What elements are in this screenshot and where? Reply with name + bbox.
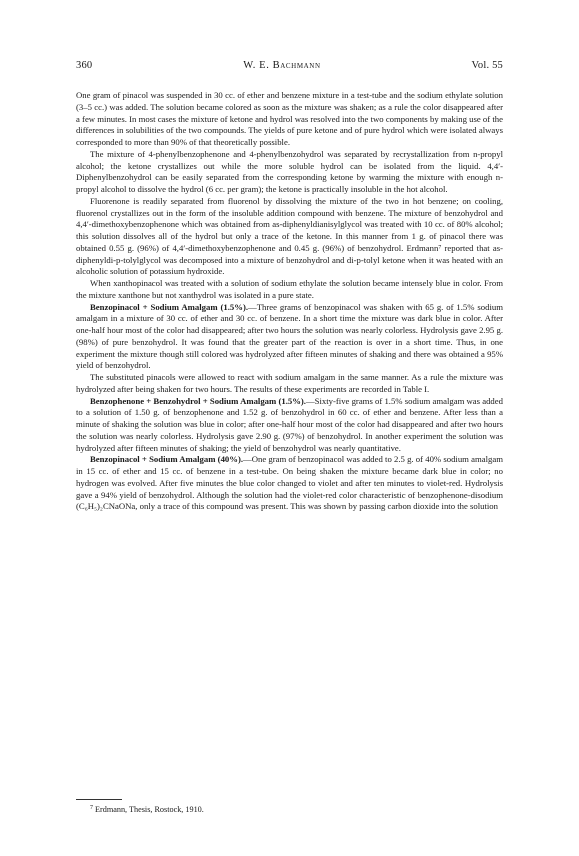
volume-label: Vol. 55 <box>471 60 503 71</box>
section-heading-benzophenone-benzohydrol-amalgam: Benzophenone + Benzohydrol + Sodium Amalgam (1.5%). <box>90 395 306 406</box>
section-heading-benzopinacol-amalgam-40: Benzopinacol + Sodium Amalgam (40%). <box>90 454 244 465</box>
footnote-text: Erdmann, Thesis, Rostock, 1910. <box>95 805 204 814</box>
page-number: 360 <box>76 60 93 71</box>
footnote-divider <box>76 799 122 800</box>
paragraph-6: The substituted pinacols were allowed to react with sodium amalgam in the same manner. As a rule the mixture was hydrolyzed after being shaken for two hours. The results of these experiments are recorded in Table I. <box>76 372 503 394</box>
running-author: W. E. Bachmann <box>243 60 321 71</box>
footnote-marker: 7 <box>90 805 93 811</box>
paragraph-8 <box>76 454 503 513</box>
paragraph-7-text: —Sixty-five grams of 1.5% sodium amalgam was added to a solution of 1.50 g. of benzophenone and 1.52 g. of benzohydrol in 60 cc. of ether and benzene. After less than a minute of shaking the solution was blue in color; after one-half hour most of the color had disappeared and after two hours the solution was nearly colorless. Hydrolysis gave 2.90 g. (97%) of benzohydrol. In another experiment the solution was hydrolyzed after fifteen minutes of shaking; the yield of benzohydrol was nearly quantitative. <box>76 395 503 453</box>
footnote <box>90 804 503 815</box>
paragraph-1: One gram of pinacol was suspended in 30 cc. of ether and benzene mixture in a test-tube and the sodium ethylate solution (3–5 cc.) was added. The solution became colored as soon as the mixture was shaken; as a rule the color disappeared after a few minutes. In most cases the mixture of ketone and hydrol was resolved into the two components by making use of the differences in solubilities of the two compounds. The yields of pure ketone and of pure hydrol which were isolated always corresponded to more than 90% of that theoretically possible. <box>76 90 503 147</box>
running-header <box>76 60 503 71</box>
paragraph-7 <box>76 396 503 455</box>
section-heading-benzopinacol-amalgam-1-5: Benzopinacol + Sodium Amalgam (1.5%). <box>90 301 249 312</box>
body-text <box>76 90 503 513</box>
paragraph-8-text: —One gram of benzopinacol was added to 2.5 g. of 40% sodium amalgam in 15 cc. of ether and 15 cc. of benzene in a test-tube. On being shaken the mixture became dark blue in color; no hydrogen was evolved. After five minutes the blue color changed to violet and after ten minutes to violet-red. Hydrolysis gave a 94% yield of benzohydrol. Although the solution had the violet-red color characteristic of benzophenone-disodium (C₆H₅)₂CNaONa, only a trace of this compound was present. This was shown by passing carbon dioxide into the solution <box>76 454 503 512</box>
paragraph-4: When xanthopinacol was treated with a solution of sodium ethylate the solution became intensely blue in color. From the mixture xanthone but not xanthydrol was isolated in a pure state. <box>76 278 503 300</box>
paragraph-5-text: —Three grams of benzopinacol was shaken with 65 g. of 1.5% sodium amalgam in a mixture of 30 cc. of ether and 30 cc. of benzene. In a short time the mixture was dark blue in color. After one-half hour most of the color had disappeared; after two hours the solution was nearly colorless. Hydrolysis gave 2.95 g. (98%) of pure benzohydrol. It was found that the greater part of the reaction is over in a short time. Thus, in one experiment the mixture though still colored was hydrolyzed after fifteen minutes of shaking and there was obtained a 95% yield of benzohydrol. <box>76 301 503 371</box>
paragraph-2: The mixture of 4-phenylbenzophenone and 4-phenylbenzohydrol was separated by recrystallization from n-propyl alcohol; the ketone crystallizes out while the more soluble hydrol can be isolated from the liquid. 4,4′-Diphenylbenzohydrol can be easily separated from the corresponding ketone by warming the mixture with enough n-propyl alcohol to dissolve the hydrol (6 cc. per gram); the ketone is practically insoluble in the hot alcohol. <box>76 148 503 194</box>
paragraph-3: Fluorenone is readily separated from fluorenol by dissolving the mixture of the two in hot benzene; on cooling, fluorenol crystallizes out in the form of the insoluble addition compound with benzene. The mixture of benzohydrol and 4,4′-dimethoxybenzophenone which was obtained from as-diphenyldianisylglycol was treated with 10 cc. of 80% alcohol; this solution dissolves all of the hydrol but only a trace of the ketone. In this manner from 1 g. of pinacol there was obtained 0.55 g. (96%) of 4,4′-dimethoxybenzophenone and 0.45 g. (96%) of benzohydrol. Erdmann⁷ reported that as-diphenyldi-p-tolylglycol was decomposed into a mixture of benzohydrol and di-p-tolyl ketone when it was heated with an alcoholic solution of potassium hydroxide. <box>76 195 503 277</box>
paragraph-5 <box>76 302 503 373</box>
